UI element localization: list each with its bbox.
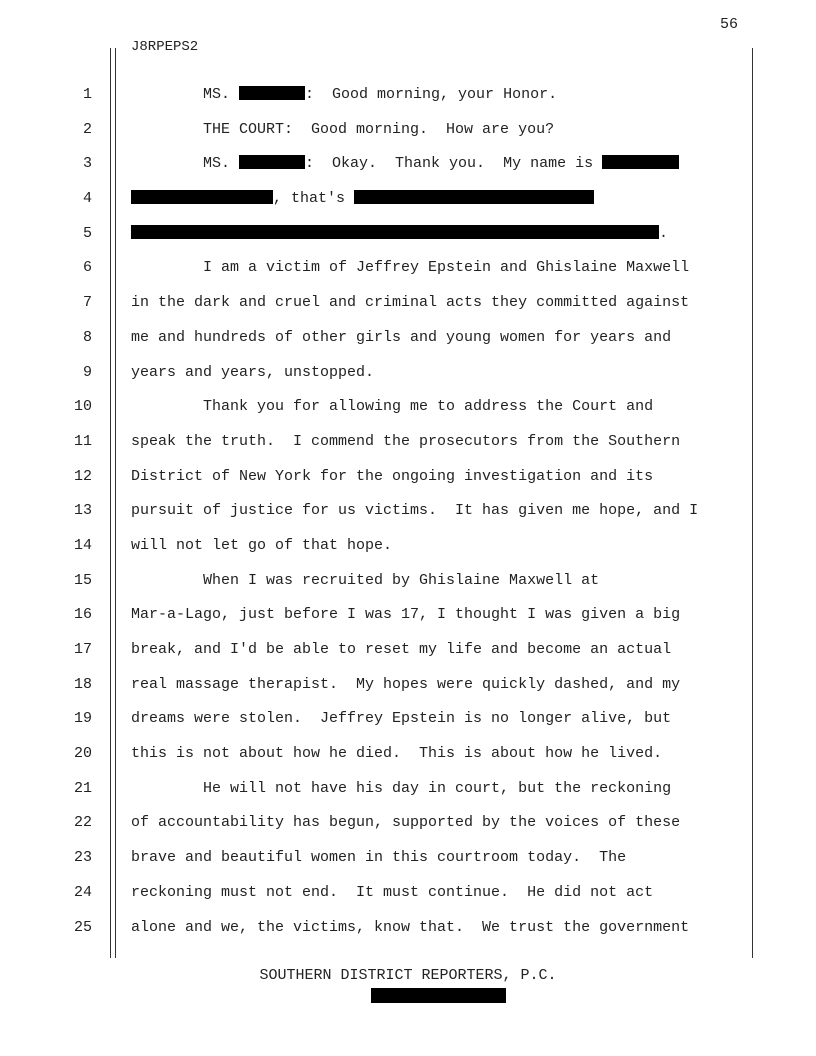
transcript-line: real massage therapist. My hopes were quickly dashed, and my xyxy=(131,675,681,693)
line-number: 3 xyxy=(82,155,92,173)
transcript-line: THE COURT: Good morning. How are you? xyxy=(131,120,555,138)
line-number: 11 xyxy=(73,432,92,450)
transcript-line: When I was recruited by Ghislaine Maxwell at xyxy=(131,571,600,589)
line-number: 22 xyxy=(73,814,92,832)
transcript-line: break, and I'd be able to reset my life and become an actual xyxy=(131,641,672,658)
footer-reporter: SOUTHERN DISTRICT REPORTERS, P.C. xyxy=(259,967,557,984)
line-number: 10 xyxy=(73,398,92,416)
transcript-line: District of New York for the ongoing investigation and its xyxy=(131,467,654,485)
transcript-line: He will not have his day in court, but the reckoning xyxy=(131,779,672,797)
line-text: , that's xyxy=(273,190,355,208)
line-number: 8 xyxy=(82,328,92,346)
line-text: : Good morning, your Honor. xyxy=(305,86,558,103)
line-number: 2 xyxy=(82,120,92,138)
page-number: 56 xyxy=(719,16,738,33)
line-text: : Okay. Thank you. My name is xyxy=(305,155,603,173)
line-number: 17 xyxy=(73,641,92,658)
transcript-line: reckoning must not end. It must continue. He did not act xyxy=(131,883,654,901)
line-number: 21 xyxy=(73,779,92,797)
redaction-bar xyxy=(131,190,273,204)
transcript-line xyxy=(131,78,741,113)
transcript-line: Mar-a-Lago, just before I was 17, I thought I was given a big xyxy=(131,606,681,624)
case-code: J8RPEPS2 xyxy=(131,39,199,55)
transcript-line: years and years, unstopped. xyxy=(131,363,375,381)
transcript-line: brave and beautiful women in this courtroom today. The xyxy=(131,849,627,867)
line-number: 16 xyxy=(73,606,92,624)
line-number: 12 xyxy=(73,467,92,485)
line-text: . xyxy=(659,224,669,242)
redaction-bar xyxy=(602,155,679,169)
transcript-line: alone and we, the victims, know that. We trust the government xyxy=(131,918,690,936)
line-number: 23 xyxy=(73,849,92,867)
transcript-line xyxy=(131,147,741,182)
transcript-line: Thank you for allowing me to address the Court and xyxy=(131,398,654,416)
transcript-line: speak the truth. I commend the prosecutors from the Southern xyxy=(131,432,681,450)
transcript-line: pursuit of justice for us victims. It has given me hope, and I xyxy=(131,502,699,520)
line-text: MS. xyxy=(131,155,240,173)
line-number: 18 xyxy=(73,675,92,693)
line-number: 25 xyxy=(73,918,92,936)
left-margin-rule-1 xyxy=(110,48,111,958)
redaction-bar xyxy=(239,86,305,100)
footer-redaction-bar xyxy=(371,988,506,1003)
transcript-line: this is not about how he died. This is about how he lived. xyxy=(131,745,663,763)
transcript-line: of accountability has begun, supported by the voices of these xyxy=(131,814,681,832)
right-margin-rule xyxy=(752,48,753,958)
redaction-bar xyxy=(354,190,594,204)
transcript-line: in the dark and cruel and criminal acts they committed against xyxy=(131,294,690,312)
line-number: 5 xyxy=(82,224,92,242)
line-number: 9 xyxy=(82,363,92,381)
transcript-line xyxy=(131,217,741,252)
line-number: 19 xyxy=(73,710,92,728)
redaction-bar xyxy=(239,155,305,169)
line-number: 7 xyxy=(82,294,92,312)
line-number: 24 xyxy=(73,883,92,901)
line-number: 6 xyxy=(82,259,92,277)
transcript-line: dreams were stolen. Jeffrey Epstein is no longer alive, but xyxy=(131,710,672,728)
transcript-line: will not let go of that hope. xyxy=(131,536,393,554)
transcript-line: me and hundreds of other girls and young women for years and xyxy=(131,328,672,346)
line-number: 1 xyxy=(82,86,92,103)
line-number: 4 xyxy=(82,190,92,208)
line-number: 13 xyxy=(73,502,92,520)
line-number: 14 xyxy=(73,536,92,554)
transcript-line: I am a victim of Jeffrey Epstein and Ghislaine Maxwell xyxy=(131,259,690,277)
left-margin-rule-2 xyxy=(115,48,116,958)
line-number: 20 xyxy=(73,745,92,763)
line-text: MS. xyxy=(131,86,240,103)
transcript-line xyxy=(131,182,741,217)
line-number: 15 xyxy=(73,571,92,589)
transcript-body xyxy=(131,78,741,945)
redaction-bar xyxy=(131,225,659,239)
line-numbers xyxy=(60,78,92,945)
